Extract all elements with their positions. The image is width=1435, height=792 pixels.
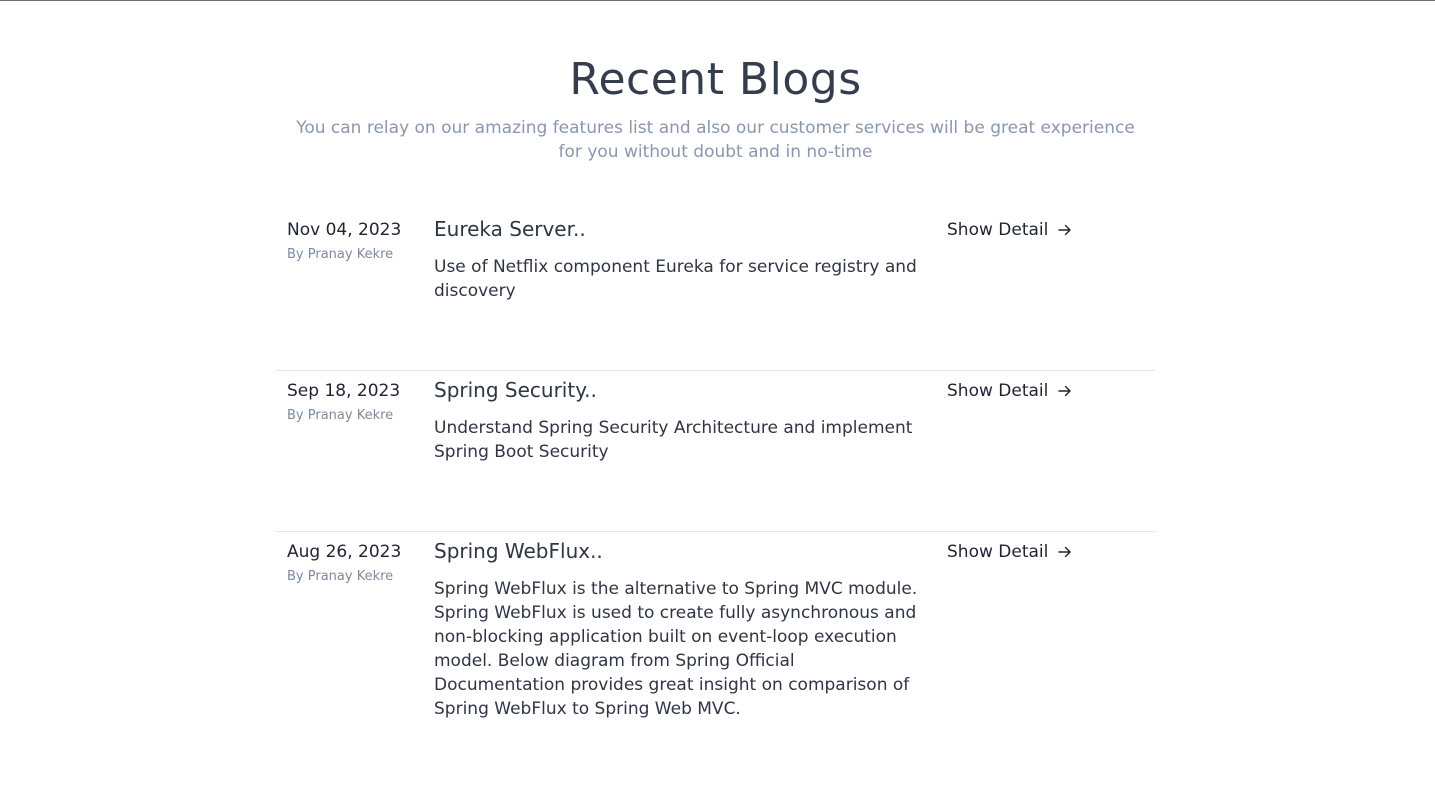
post-author: By Pranay Kekre [287, 569, 394, 584]
blog-post [276, 371, 1155, 532]
arrow-right-icon [1058, 384, 1072, 398]
post-author: By Pranay Kekre [287, 247, 394, 262]
page-subtitle: You can relay on our amazing features list and also our customer services will be great experience for you without doubt and in no-time [296, 118, 1135, 162]
blog-post [276, 210, 1155, 371]
post-date: Aug 26, 2023 [287, 542, 402, 562]
section-header [276, 0, 1155, 164]
post-content [434, 532, 929, 721]
post-excerpt: Use of Netflix component Eureka for service registry and discovery [434, 257, 917, 301]
post-date: Nov 04, 2023 [287, 220, 402, 240]
post-meta [287, 532, 427, 586]
blog-post [276, 532, 1155, 792]
post-excerpt: Spring WebFlux is the alternative to Spring MVC module. Spring WebFlux is used to create fully asynchronous and non-blocking application built on event-loop execution model. Below diagram from Spring Official Documentation provides great insight on comparison of Spring WebFlux to Spring Web MVC. [434, 579, 918, 719]
post-title: Eureka Server.. [434, 217, 586, 241]
blog-list [276, 210, 1155, 792]
show-detail-label: Show Detail [947, 542, 1049, 562]
post-excerpt: Understand Spring Security Architecture and implement Spring Boot Security [434, 418, 913, 462]
show-detail-label: Show Detail [947, 381, 1049, 401]
post-title: Spring WebFlux.. [434, 539, 603, 563]
post-date: Sep 18, 2023 [287, 381, 401, 401]
post-content [434, 210, 929, 303]
show-detail-link[interactable] [947, 218, 1072, 242]
post-author: By Pranay Kekre [287, 408, 394, 423]
arrow-right-icon [1058, 545, 1072, 559]
show-detail-label: Show Detail [947, 220, 1049, 240]
page-title: Recent Blogs [569, 54, 862, 105]
post-meta [287, 371, 427, 425]
arrow-right-icon [1058, 223, 1072, 237]
show-detail-link[interactable] [947, 540, 1072, 564]
post-meta [287, 210, 427, 264]
blog-section [276, 0, 1155, 792]
post-content [434, 371, 929, 464]
show-detail-link[interactable] [947, 379, 1072, 403]
post-title: Spring Security.. [434, 378, 597, 402]
